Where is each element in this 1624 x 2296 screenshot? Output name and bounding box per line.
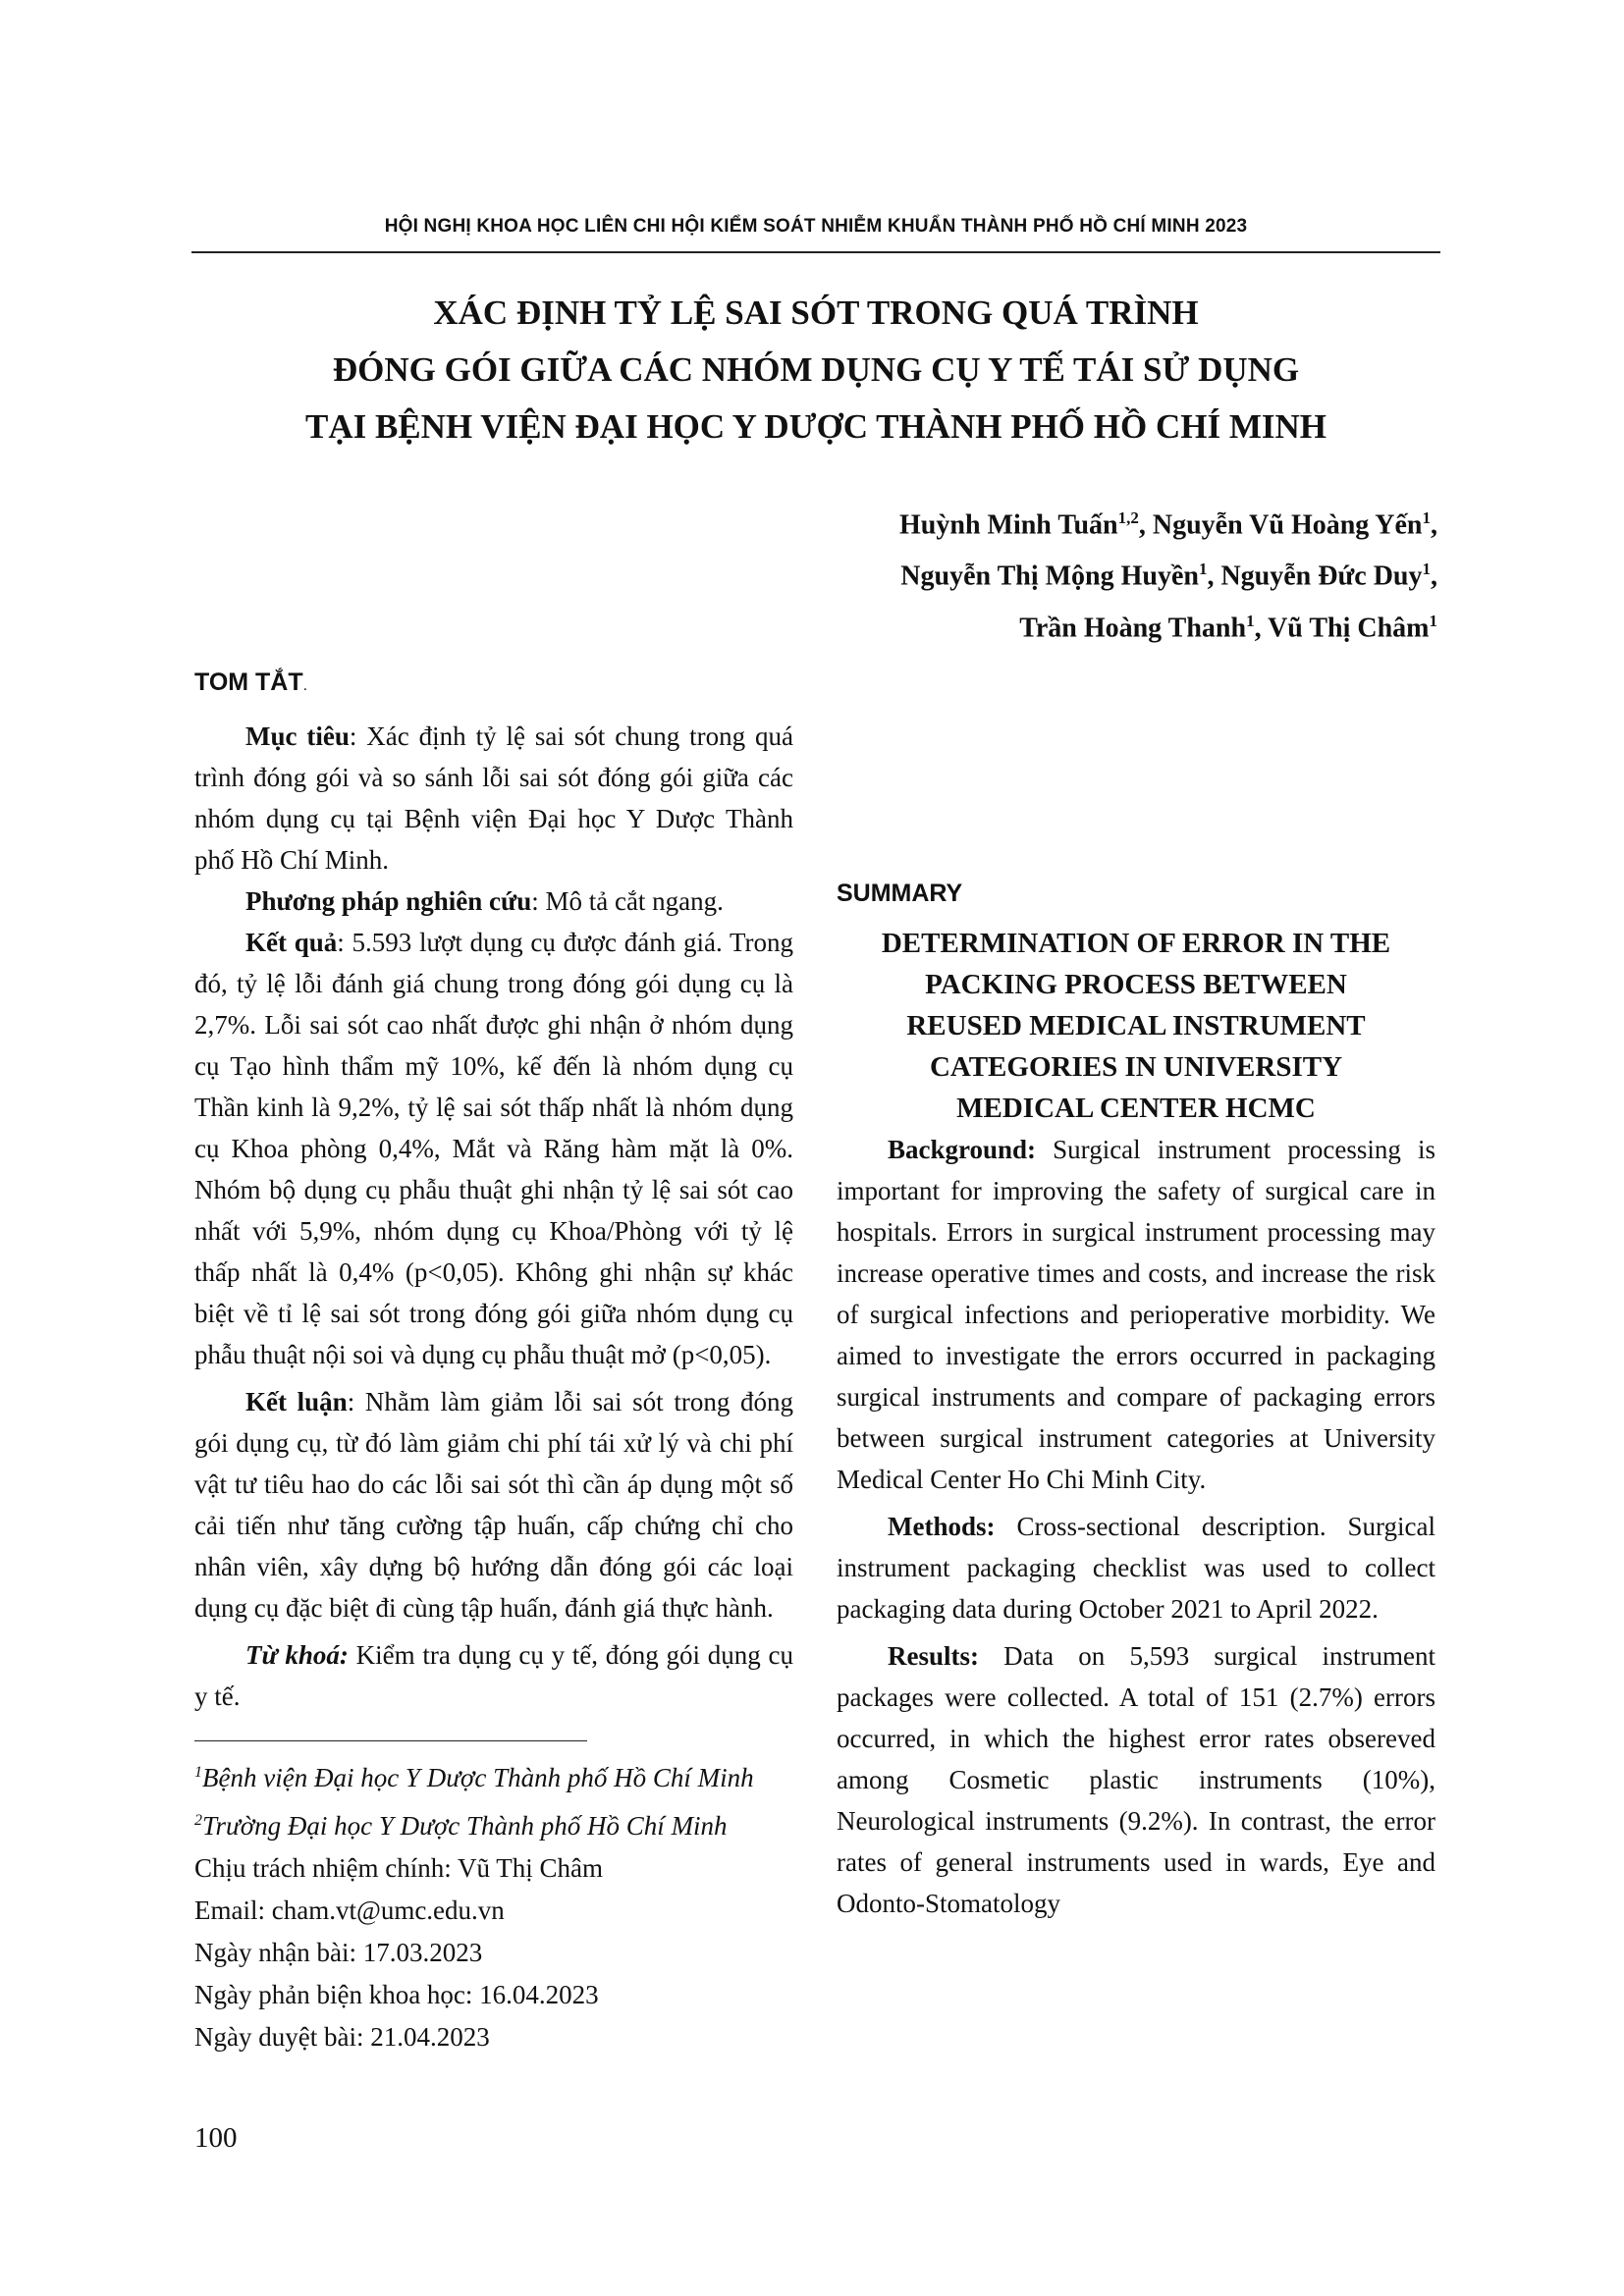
summary-title-line: CATEGORIES IN UNIVERSITY bbox=[929, 1051, 1343, 1083]
title-line: TẠI BỆNH VIỆN ĐẠI HỌC Y DƯỢC THÀNH PHỐ HỒ CHÍ MINH bbox=[304, 407, 1327, 446]
abstract-objective bbox=[194, 716, 793, 881]
summary-title-line: PACKING PROCESS BETWEEN bbox=[925, 969, 1347, 1000]
right-column bbox=[837, 667, 1435, 1924]
summary-title-line: REUSED MEDICAL INSTRUMENT bbox=[906, 1010, 1366, 1041]
author-affiliation-mark: 1,2 bbox=[1117, 508, 1139, 527]
objective-label: Mục tiêu bbox=[245, 721, 350, 751]
summary-results bbox=[837, 1635, 1435, 1924]
summary-title-line: MEDICAL CENTER HCMC bbox=[956, 1093, 1316, 1124]
author-name: Vũ Thị Châm bbox=[1268, 612, 1430, 643]
author-name: Trần Hoàng Thanh bbox=[1019, 612, 1247, 643]
abstract-keywords bbox=[194, 1634, 793, 1717]
footnote-reviewed: Ngày phản biện khoa học: 16.04.2023 bbox=[194, 1980, 599, 2009]
footnote-mark: 2 bbox=[194, 1812, 202, 1829]
author-affiliation-mark: 1 bbox=[1246, 611, 1255, 630]
title-line: ĐÓNG GÓI GIỮA CÁC NHÓM DỤNG CỤ Y TẾ TÁI SỬ DỤNG bbox=[332, 350, 1300, 389]
methods-text: : Mô tả cắt ngang. bbox=[531, 886, 724, 916]
paper-title bbox=[191, 285, 1440, 455]
author-affiliation-mark: 1 bbox=[1422, 508, 1431, 527]
footnote-mark: 1 bbox=[194, 1764, 202, 1781]
abstract-conclusion bbox=[194, 1381, 793, 1629]
author-name: Nguyễn Thị Mộng Huyền bbox=[900, 561, 1199, 592]
left-column bbox=[194, 663, 793, 2058]
summary-heading: SUMMARY bbox=[837, 880, 963, 907]
footnote-text: Bệnh viện Đại học Y Dược Thành phố Hồ Chí Minh bbox=[202, 1763, 754, 1792]
results-text: : 5.593 lượt dụng cụ được đánh giá. Trong đó, tỷ lệ lỗi đánh giá chung trong đóng gói dụng cụ là 2,7%. Lỗi sai sót cao nhất được ghi nhận ở nhóm dụng cụ Tạo hình thẩm mỹ 10%, kế đến là nhóm dụng cụ Thần kinh là 9,2%, tỷ lệ sai sót thấp nhất là nhóm dụng cụ Khoa phòng 0,4%, Mắt và Răng hàm mặt là 0%. Nhóm bộ dụng cụ phẫu thuật ghi nhận tỷ lệ sai sót cao nhất với 5,9%, nhóm dụng cụ Khoa/Phòng với tỷ lệ thấp nhất là 0,4% (p<0,05). Không ghi nhận sự khác biệt về tỉ lệ sai sót trong đóng gói giữa nhóm dụng cụ phẫu thuật nội soi và dụng cụ phẫu thuật mở (p<0,05). bbox=[194, 928, 794, 1369]
footnote-text: Trường Đại học Y Dược Thành phố Hồ Chí Minh bbox=[202, 1811, 728, 1841]
author-name: Nguyễn Vũ Hoàng Yến bbox=[1152, 509, 1423, 541]
abstract-heading-text: TOM TẮT bbox=[194, 668, 303, 696]
author-line: Huỳnh Minh Tuấn$^{1,2}$, Nguyễn Vũ Hoàng Yến$^1$, bbox=[899, 508, 1437, 541]
summary-title-line: DETERMINATION OF ERROR IN THE bbox=[881, 928, 1391, 959]
background-label: Background: bbox=[888, 1135, 1037, 1164]
results-en-label: Results: bbox=[888, 1641, 979, 1671]
summary-methods bbox=[837, 1506, 1435, 1629]
results-en-text: Data on 5,593 surgical instrument packages were collected. A total of 151 (2.7%) errors occurred, in which the highest error rates obsereved among Cosmetic plastic instruments (10%), Neurological instruments (9.2%). In contrast, the error rates of general instruments used in wards, Eye and Odonto-Stomatology bbox=[837, 1641, 1435, 1918]
footnote-corresponding: Chịu trách nhiệm chính: Vũ Thị Châm bbox=[194, 1853, 603, 1883]
footnote-affiliation-1 bbox=[194, 1751, 793, 1799]
author-name: Huỳnh Minh Tuấn bbox=[899, 509, 1118, 541]
author-name: Nguyễn Đức Duy bbox=[1220, 561, 1423, 592]
abstract-heading bbox=[194, 663, 793, 706]
author-affiliation-mark: 1 bbox=[1429, 611, 1437, 630]
footnote-rule bbox=[194, 1740, 587, 1741]
footnote-affiliation-2 bbox=[194, 1799, 793, 1847]
title-line: XÁC ĐỊNH TỶ LỆ SAI SÓT TRONG QUÁ TRÌNH bbox=[433, 294, 1199, 332]
header-rule bbox=[191, 251, 1440, 253]
objective-text: : Xác định tỷ lệ sai sót chung trong quá trình đóng gói và so sánh lỗi sai sót đóng gói giữa các nhóm dụng cụ tại Bệnh viện Đại học Y Dược Thành phố Hồ Chí Minh. bbox=[194, 721, 793, 875]
footnote-accepted: Ngày duyệt bài: 21.04.2023 bbox=[194, 2022, 490, 2052]
author-affiliation-mark: 1 bbox=[1422, 560, 1431, 579]
author-list bbox=[899, 496, 1437, 650]
keywords-text: Kiểm tra dụng cụ y tế, đóng gói dụng cụ y tế. bbox=[194, 1640, 793, 1711]
summary-title bbox=[837, 923, 1435, 1129]
methods-en-label: Methods: bbox=[888, 1512, 996, 1541]
footnote-received: Ngày nhận bài: 17.03.2023 bbox=[194, 1938, 483, 1967]
abstract-heading-mark: . bbox=[302, 677, 308, 694]
author-affiliation-mark: 1 bbox=[1198, 560, 1208, 579]
keywords-label: Từ khoá: bbox=[245, 1640, 349, 1670]
conclusion-text: : Nhằm làm giảm lỗi sai sót trong đóng gói dụng cụ, từ đó làm giảm chi phí tái xử lý và chi phí vật tư tiêu hao do các lỗi sai sót thì cần áp dụng một số cải tiến như tăng cường tập huấn, cấp chứng chỉ cho nhân viên, xây dựng bộ hướng dẫn đóng gói các loại dụng cụ đặc biệt đi cùng tập huấn, đánh giá thực hành. bbox=[194, 1387, 793, 1623]
results-label: Kết quả bbox=[245, 928, 338, 957]
methods-en-text: Cross-sectional description. Surgical instrument packaging checklist was used to collect packaging data during October 2021 to April 2022. bbox=[837, 1512, 1435, 1624]
page-number: 100 bbox=[194, 2122, 238, 2154]
background-text: Surgical instrument processing is important for improving the safety of surgical care in hospitals. Errors in surgical instrument processing may increase operative times and costs, and increase the risk of surgical infections and perioperative morbidity. We aimed to investigate the errors occurred in packaging surgical instruments and compare of packaging errors between surgical instrument categories at University Medical Center Ho Chi Minh City. bbox=[837, 1135, 1435, 1494]
methods-label: Phương pháp nghiên cứu bbox=[245, 886, 532, 916]
conclusion-label: Kết luận bbox=[245, 1387, 348, 1416]
footnote-email: Email: cham.vt@umc.edu.vn bbox=[194, 1896, 505, 1925]
author-line: Nguyễn Thị Mộng Huyền$^1$, Nguyễn Đức Duy$^1$, bbox=[900, 560, 1437, 592]
author-line: Trần Hoàng Thanh$^1$, Vũ Thị Châm$^1$ bbox=[1019, 611, 1437, 643]
abstract-results bbox=[194, 922, 793, 1375]
summary-background bbox=[837, 1129, 1435, 1500]
abstract-methods bbox=[194, 881, 793, 922]
running-header: HỘI NGHỊ KHOA HỌC LIÊN CHI HỘI KIỂM SOÁT NHIỄM KHUẨN THÀNH PHỐ HỒ CHÍ MINH 2023 bbox=[384, 216, 1248, 237]
